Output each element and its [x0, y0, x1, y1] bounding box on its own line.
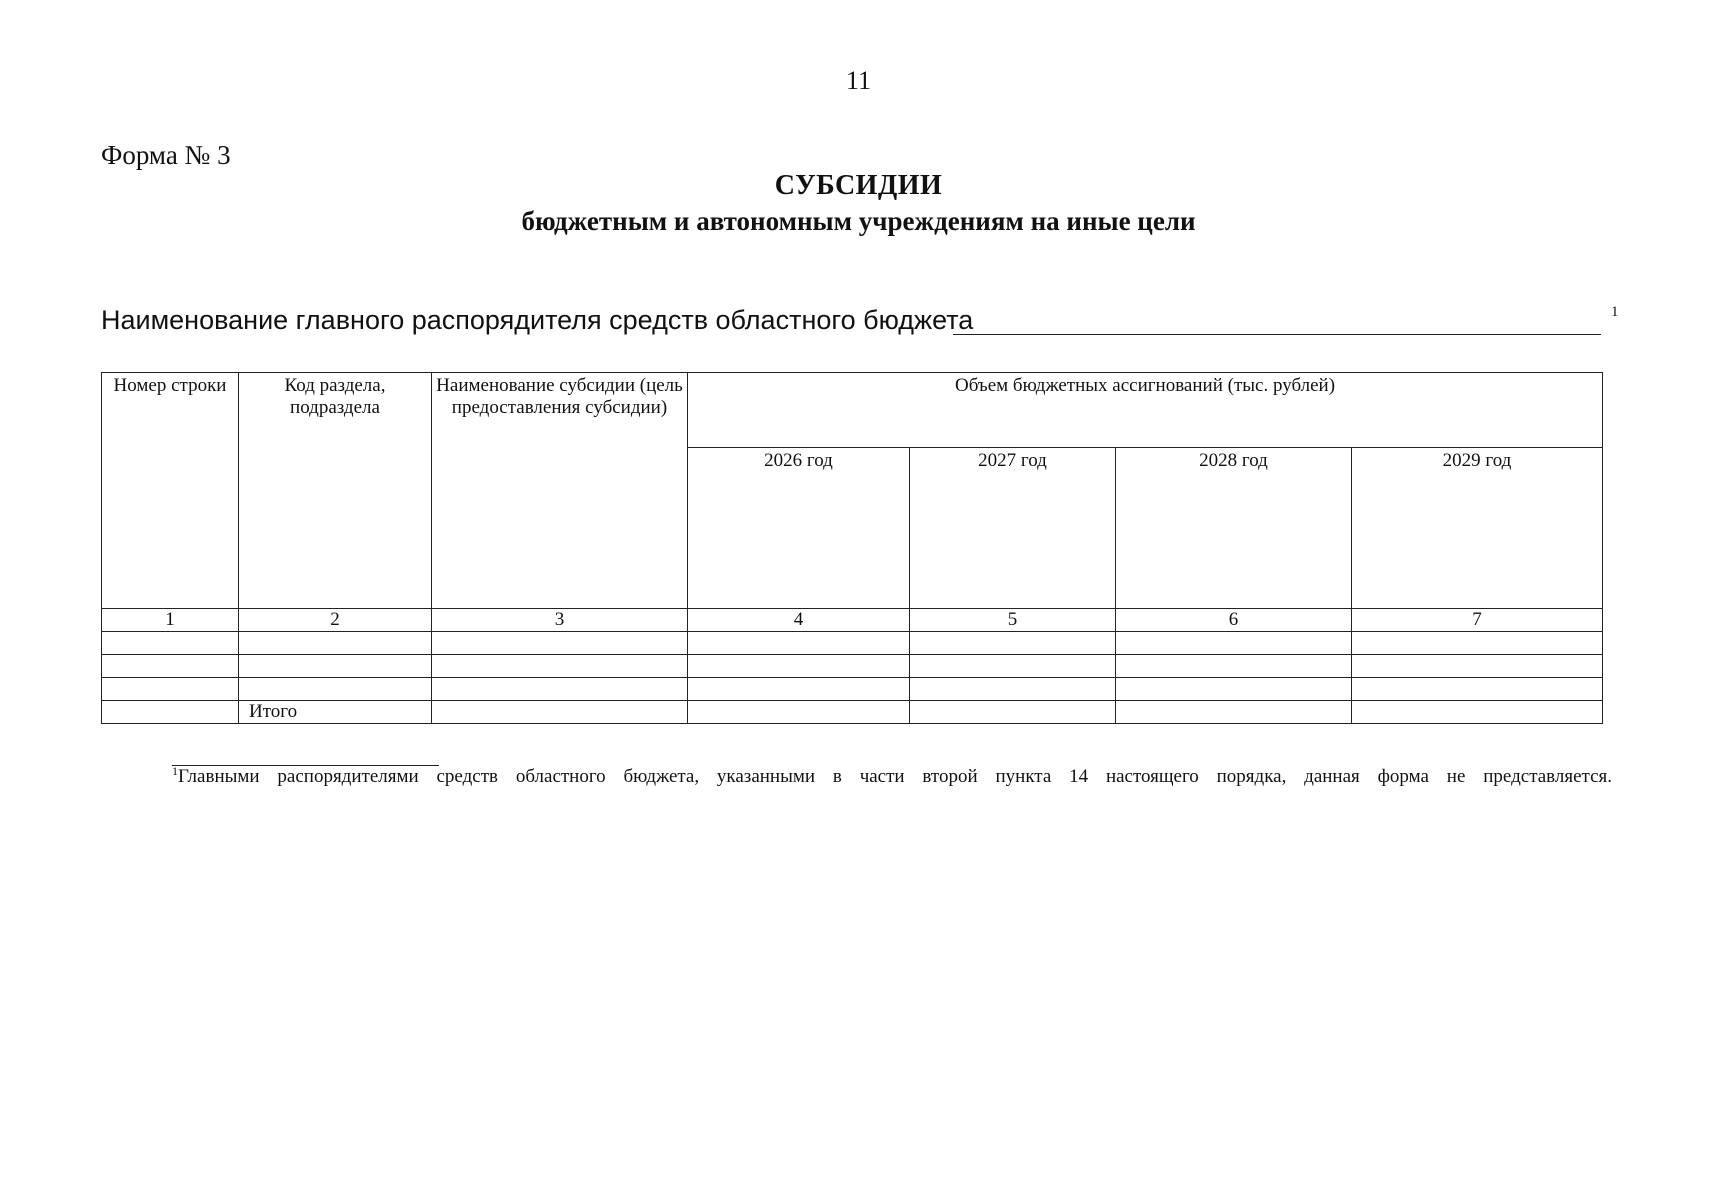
table-cell[interactable]: [1352, 655, 1603, 678]
table-cell[interactable]: [1116, 655, 1352, 678]
column-number: 6: [1116, 609, 1352, 632]
table-cell[interactable]: [432, 655, 688, 678]
header-subsidy-name: Наименование субсидии (цель предоставления субсидии): [432, 373, 688, 609]
document-title: СУБСИДИИ: [774, 170, 943, 201]
table-cell[interactable]: [432, 701, 688, 724]
table-cell[interactable]: [688, 678, 910, 701]
table-cell[interactable]: [1352, 632, 1603, 655]
table-cell[interactable]: [688, 632, 910, 655]
total-cell[interactable]: [1116, 701, 1352, 724]
table-cell[interactable]: [910, 632, 1116, 655]
table-cell[interactable]: [688, 655, 910, 678]
table-cell[interactable]: [239, 632, 432, 655]
table-cell[interactable]: [432, 678, 688, 701]
distributor-name-label: Наименование главного распорядителя средств областного бюджета: [101, 305, 974, 335]
total-row: [102, 701, 1603, 724]
table-row: [102, 655, 1603, 678]
table-cell[interactable]: [102, 678, 239, 701]
total-cell[interactable]: [688, 701, 910, 724]
table-cell[interactable]: [102, 655, 239, 678]
total-cell[interactable]: [910, 701, 1116, 724]
table-cell[interactable]: [1116, 678, 1352, 701]
header-row-number: Номер строки: [102, 373, 239, 609]
column-number: 3: [432, 609, 688, 632]
table-cell[interactable]: [102, 701, 239, 724]
table-cell[interactable]: [910, 678, 1116, 701]
header-budget-volume: Объем бюджетных ассигнований (тыс. рублей): [688, 373, 1603, 448]
distributor-name-field[interactable]: [953, 334, 1601, 335]
table-cell[interactable]: [239, 655, 432, 678]
column-number: 5: [910, 609, 1116, 632]
table-row: [102, 632, 1603, 655]
column-number: 7: [1352, 609, 1603, 632]
table-cell[interactable]: [1352, 678, 1603, 701]
table-cell[interactable]: [910, 655, 1116, 678]
column-number: 1: [102, 609, 239, 632]
table-cell[interactable]: [1116, 632, 1352, 655]
table-header-row: [102, 373, 1603, 448]
header-year-2028: 2028 год: [1116, 448, 1352, 609]
footnote-text: Главными распорядителями средств областного бюджета, указанными в части второй пункта 14 настоящего порядка, данная форма не представляется.: [178, 766, 1612, 787]
table-cell[interactable]: [239, 678, 432, 701]
form-label: Форма № 3: [101, 140, 231, 170]
header-year-2029: 2029 год: [1352, 448, 1603, 609]
document-subtitle: бюджетным и автономным учреждениям на иные цели: [521, 206, 1196, 236]
column-number: 4: [688, 609, 910, 632]
column-number: 2: [239, 609, 432, 632]
footnote: [172, 766, 1612, 788]
table-cell[interactable]: [102, 632, 239, 655]
total-cell[interactable]: [1352, 701, 1603, 724]
footnote-mark: 1: [172, 764, 178, 778]
header-year-2027: 2027 год: [910, 448, 1116, 609]
header-section-code: Код раздела, подраздела: [239, 373, 432, 609]
footnote-reference-mark: 1: [1611, 304, 1619, 320]
header-year-2026: 2026 год: [688, 448, 910, 609]
page-number: 11: [845, 66, 872, 95]
total-label: Итого: [239, 701, 432, 724]
subsidies-table: [101, 372, 1603, 724]
table-row: [102, 678, 1603, 701]
table-cell[interactable]: [432, 632, 688, 655]
column-numbers-row: [102, 609, 1603, 632]
